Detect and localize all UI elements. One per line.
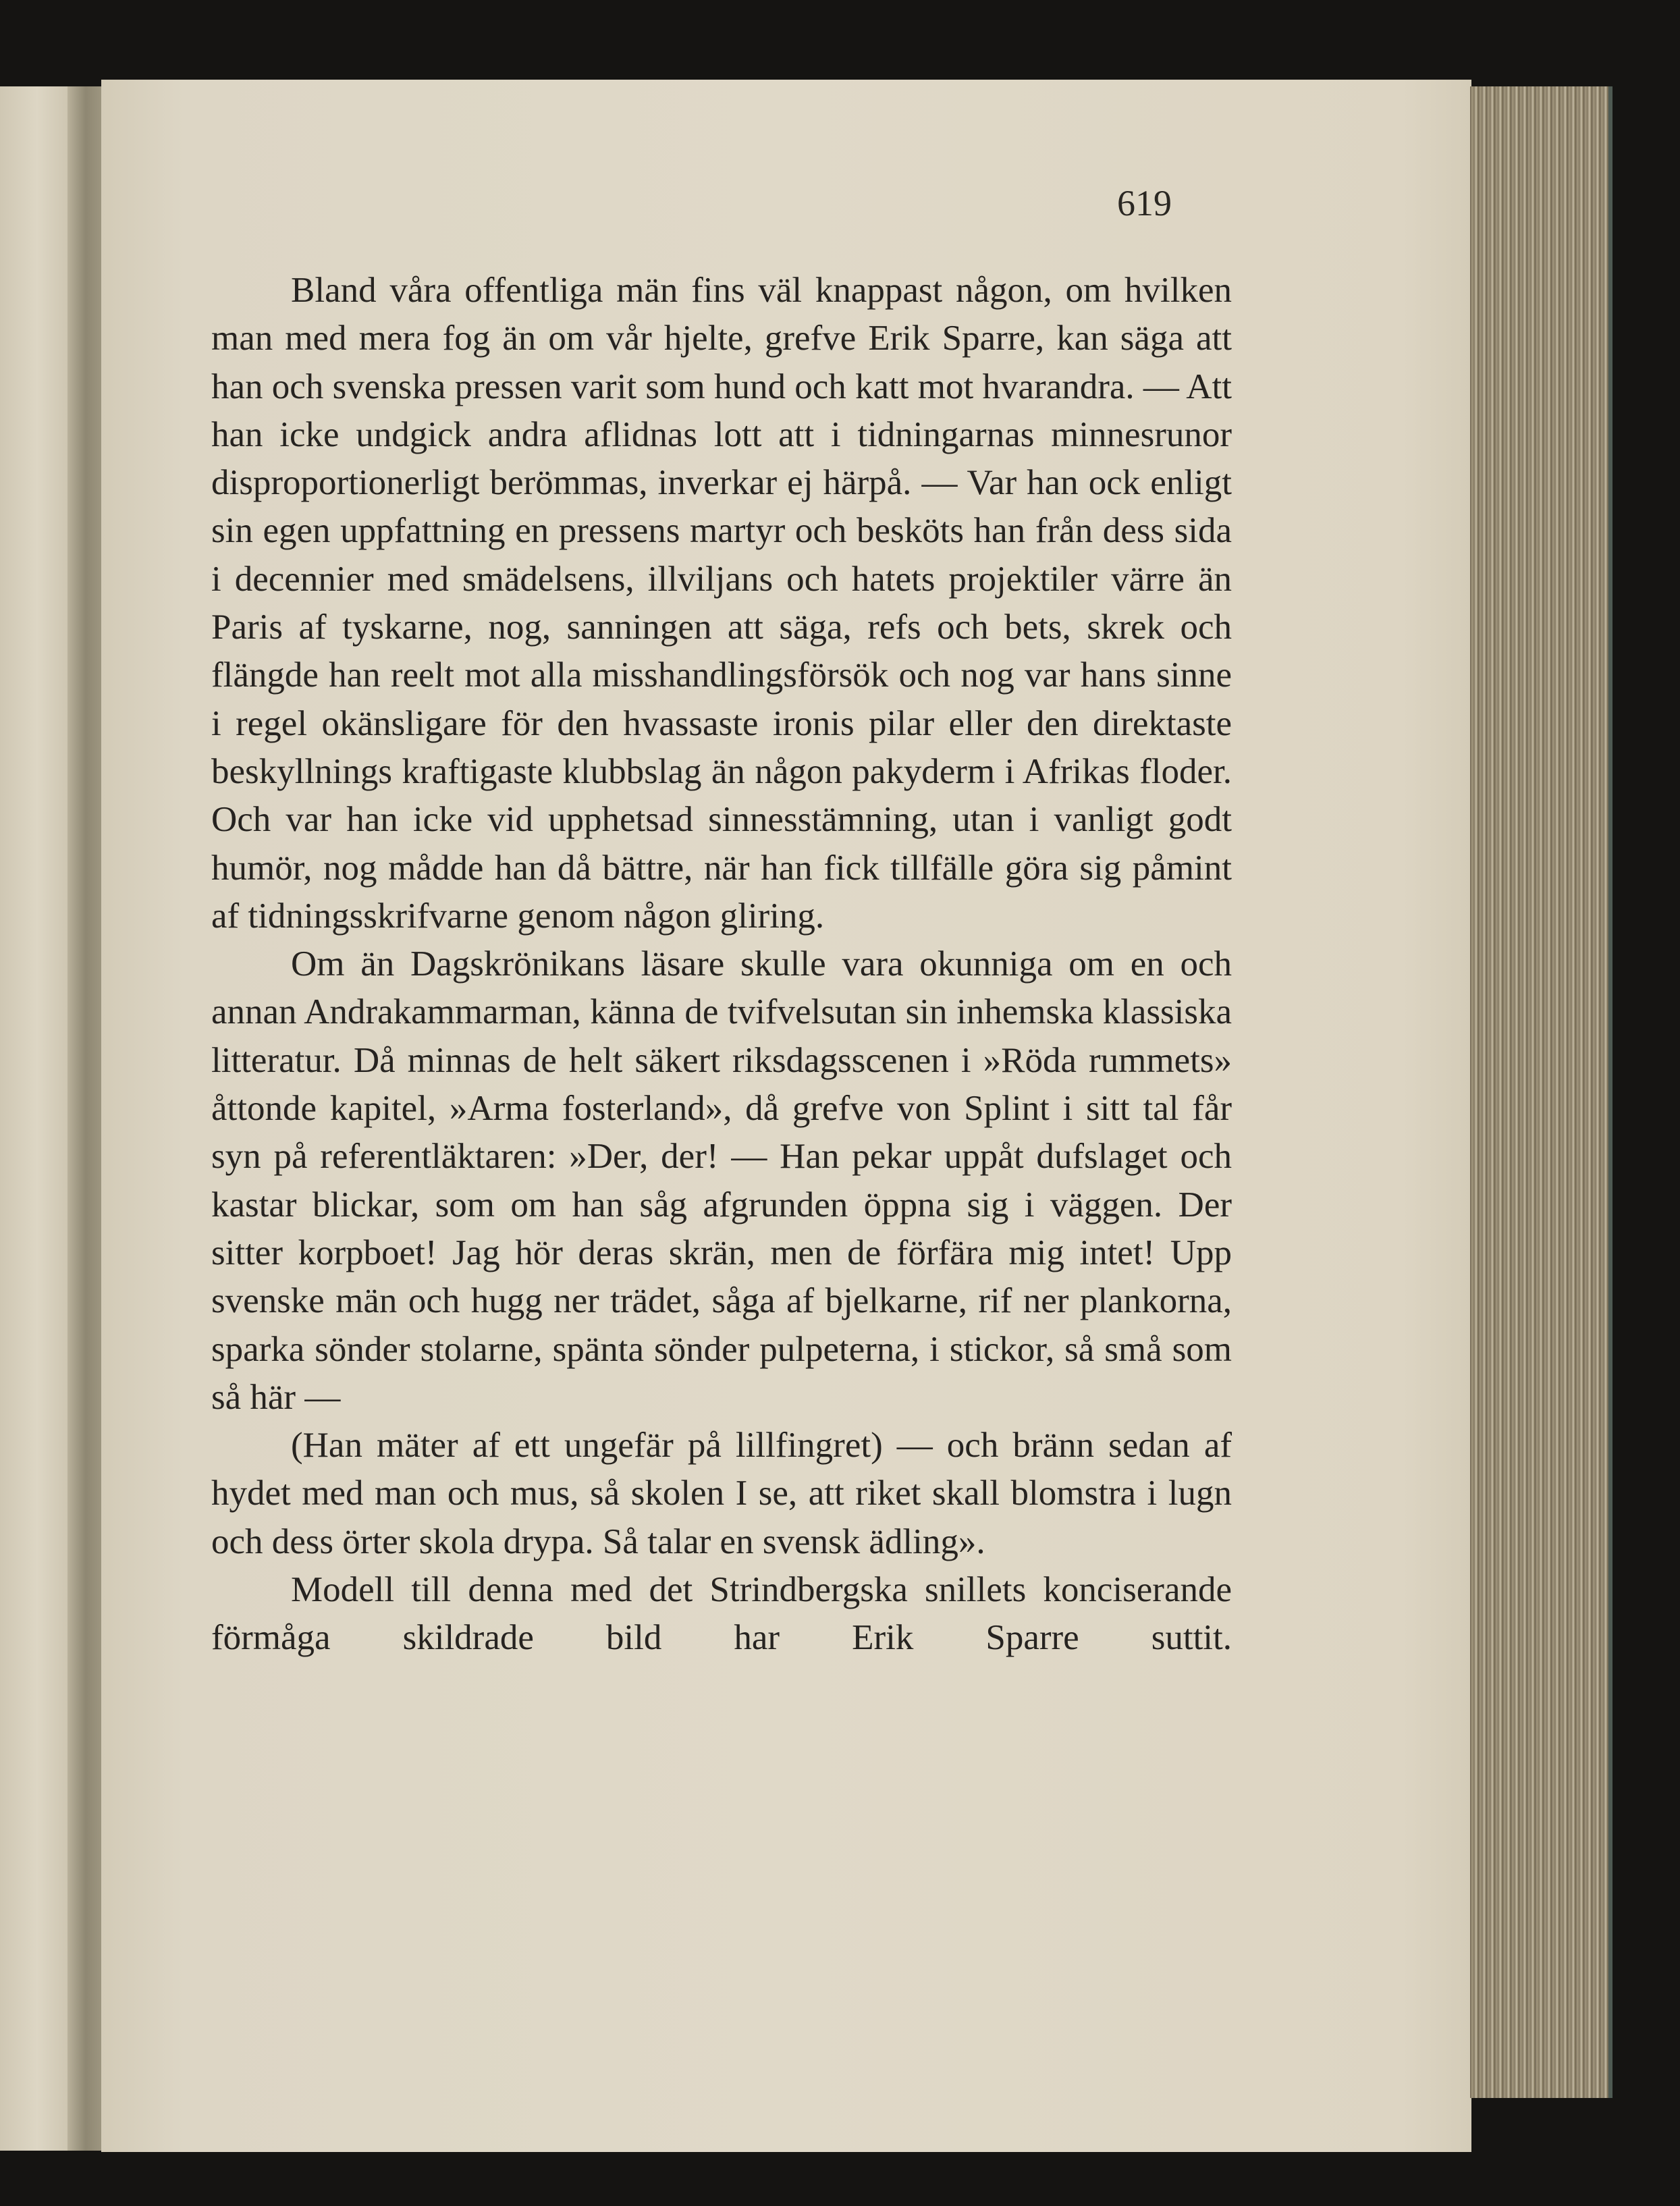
body-text: [211, 267, 1232, 1663]
paragraph: Bland våra offentliga män fins väl knappast någon, om hvilken man med mera fog än om vår hjelte, grefve Erik Sparre, kan säga att han och svenska pressen varit som hund och katt mot hvarandra. — Att han icke undgick andra aflidnas lott att i tidningarnas minnesrunor disproportionerligt berömmas, inverkar ej härpå. — Var han ock enligt sin egen uppfattning en pressens martyr och besköts han från dess sida i decennier med smädelsens, illviljans och hatets projektiler värre än Paris af tyskarne, nog, sanningen att säga, refs och bets, skrek och flängde han reelt mot alla misshandlingsförsök och nog var hans sinne i regel okänsligare för den hvassaste ironis pilar eller den direktaste beskyllnings kraftigaste klubbslag än någon pakyderm i Afrikas floder. Och var han icke vid upphetsad sinnesstämning, utan i vanligt godt humör, nog mådde han då bättre, när han fick tillfälle göra sig påmint af tidningsskrifvarne genom någon gliring.: [211, 271, 1232, 936]
facing-page-edge: [0, 86, 74, 2151]
paragraph: Om än Dagskrönikans läsare skulle vara okunniga om en och annan Andrakammarman, känna de tvifvelsutan sin inhemska klassiska litteratur. Då minnas de helt säkert riksdagsscenen i »Röda rummets» åttonde kapitel, »Arma fosterland», då grefve von Splint i sitt tal får syn på referentläktaren: »Der, der! — Han pekar uppåt dufslaget och kastar blickar, som om han såg afgrunden öppna sig i väggen. Der sitter korpboet! Jag hör deras skrän, men de förfära mig intet! Upp svenske män och hugg ner trädet, såga af bjelkarne, rif ner plankorna, sparka sönder stolarne, spänta sönder pulpeterna, i stickor, så små som så här —: [211, 944, 1232, 1417]
page-edges: [1470, 86, 1613, 2098]
paragraph: (Han mäter af ett ungefär på lillfingret) — och bränn sedan af hydet med man och mus, så skolen I se, att riket skall blomstra i lugn och dess örter skola drypa. Så talar en svensk ädling».: [211, 1426, 1232, 1561]
page-number: 619: [1117, 183, 1172, 223]
paragraph: Modell till denna med det Strindbergska snillets konciserande förmåga skildrade bild har Erik Sparre suttit.: [211, 1570, 1232, 1658]
